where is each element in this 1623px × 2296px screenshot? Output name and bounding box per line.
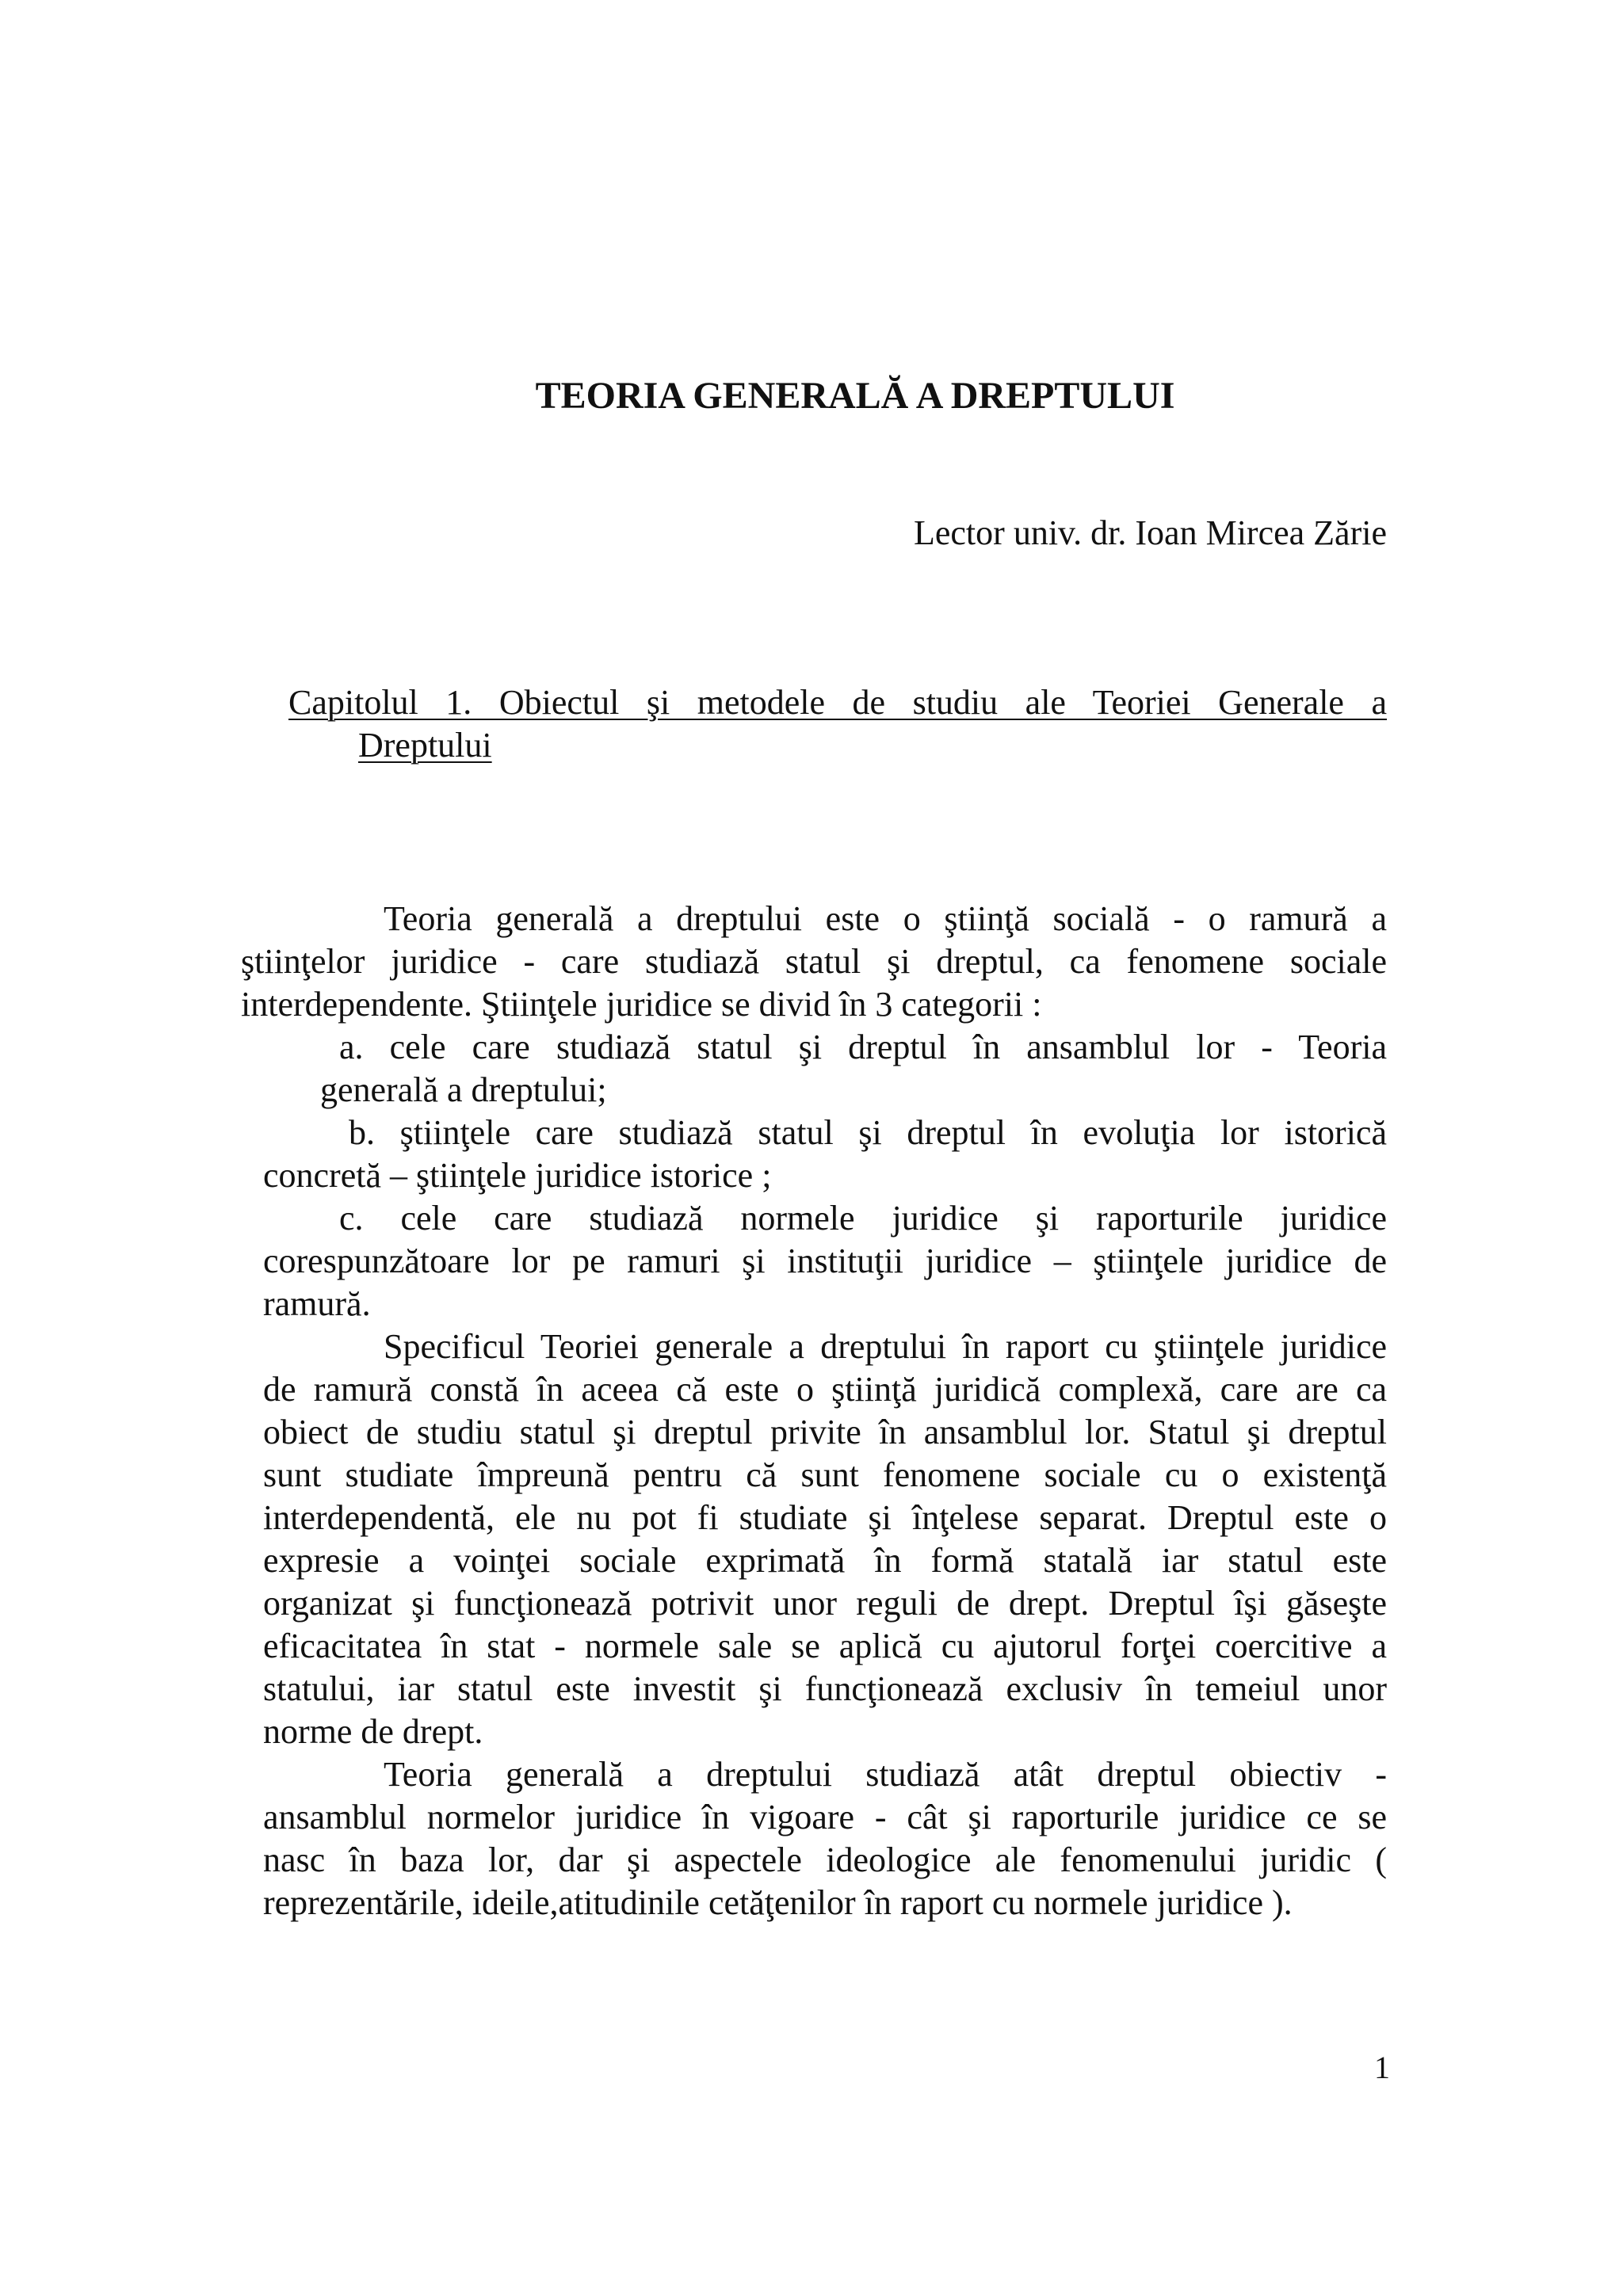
list-item-b-line-2: concretă – ştiinţele juridice istorice ;: [263, 1156, 772, 1195]
document-title: TEORIA GENERALĂ A DREPTULUI: [535, 375, 1175, 417]
paragraph-3-line-4: reprezentările, ideile,atitudinile cetăţenilor în raport cu normele juridice ).: [263, 1883, 1293, 1922]
paragraph-2-line-6: expresie a voinţei sociale exprimată în formă statală iar statul este: [263, 1541, 1387, 1580]
paragraph-1-line-1: Teoria generală a dreptului este o ştiinţă socială - o ramură a: [384, 899, 1387, 938]
paragraph-2-line-5: interdependentă, ele nu pot fi studiate şi înţelese separat. Dreptul este o: [263, 1498, 1387, 1537]
paragraph-1-line-3: interdependente. Ştiinţele juridice se divid în 3 categorii :: [241, 985, 1042, 1024]
paragraph-2-line-4: sunt studiate împreună pentru că sunt fenomene sociale cu o existenţă: [263, 1455, 1387, 1494]
paragraph-3-line-1: Teoria generală a dreptului studiază atât dreptul obiectiv -: [384, 1755, 1387, 1794]
list-item-a-line-2: generală a dreptului;: [320, 1070, 607, 1109]
paragraph-2-line-1: Specificul Teoriei generale a dreptului în raport cu ştiinţele juridice: [384, 1327, 1387, 1366]
paragraph-2-line-3: obiect de studiu statul şi dreptul privite în ansamblul lor. Statul şi dreptul: [263, 1413, 1387, 1451]
chapter-heading-line-2-text: Dreptului: [358, 726, 492, 765]
paragraph-2-line-7: organizat şi funcţionează potrivit unor reguli de drept. Dreptul îşi găseşte: [263, 1584, 1387, 1623]
paragraph-3-line-2: ansamblul normelor juridice în vigoare - cât şi raporturile juridice ce se: [263, 1798, 1387, 1836]
list-item-c-line-3: ramură.: [263, 1284, 371, 1323]
paragraph-2-line-9: statului, iar statul este investit şi funcţionează exclusiv în temeiul unor: [263, 1669, 1387, 1708]
list-item-c-line-1: c. cele care studiază normele juridice şi raporturile juridice: [339, 1199, 1387, 1238]
paragraph-2-line-2: de ramură constă în aceea că este o ştiinţă juridică complexă, care are ca: [263, 1370, 1387, 1409]
page-number: 1: [1374, 2050, 1390, 2085]
paragraph-1-line-2: ştiinţelor juridice - care studiază statul şi dreptul, ca fenomene sociale: [241, 942, 1387, 981]
chapter-heading: [288, 681, 1387, 767]
list-item-a-line-1: a. cele care studiază statul şi dreptul în ansamblul lor - Teoria: [339, 1028, 1387, 1066]
list-item-b-line-1: b. ştiinţele care studiază statul şi dreptul în evoluţia lor istorică: [349, 1113, 1387, 1152]
paragraph-2-line-8: eficacitatea în stat - normele sale se aplică cu ajutorul forţei coercitive a: [263, 1627, 1387, 1665]
paragraph-2-line-10: norme de drept.: [263, 1712, 483, 1751]
chapter-heading-line-1: Capitolul 1. Obiectul şi metodele de studiu ale Teoriei Generale a: [288, 683, 1387, 722]
list-item-c-line-2: corespunzătoare lor pe ramuri şi instituţii juridice – ştiinţele juridice de: [263, 1241, 1387, 1280]
author-line: Lector univ. dr. Ioan Mircea Zărie: [914, 513, 1387, 552]
chapter-heading-line-2: [288, 724, 1387, 767]
paragraph-3-line-3: nasc în baza lor, dar şi aspectele ideologice ale fenomenului juridic (: [263, 1840, 1387, 1879]
